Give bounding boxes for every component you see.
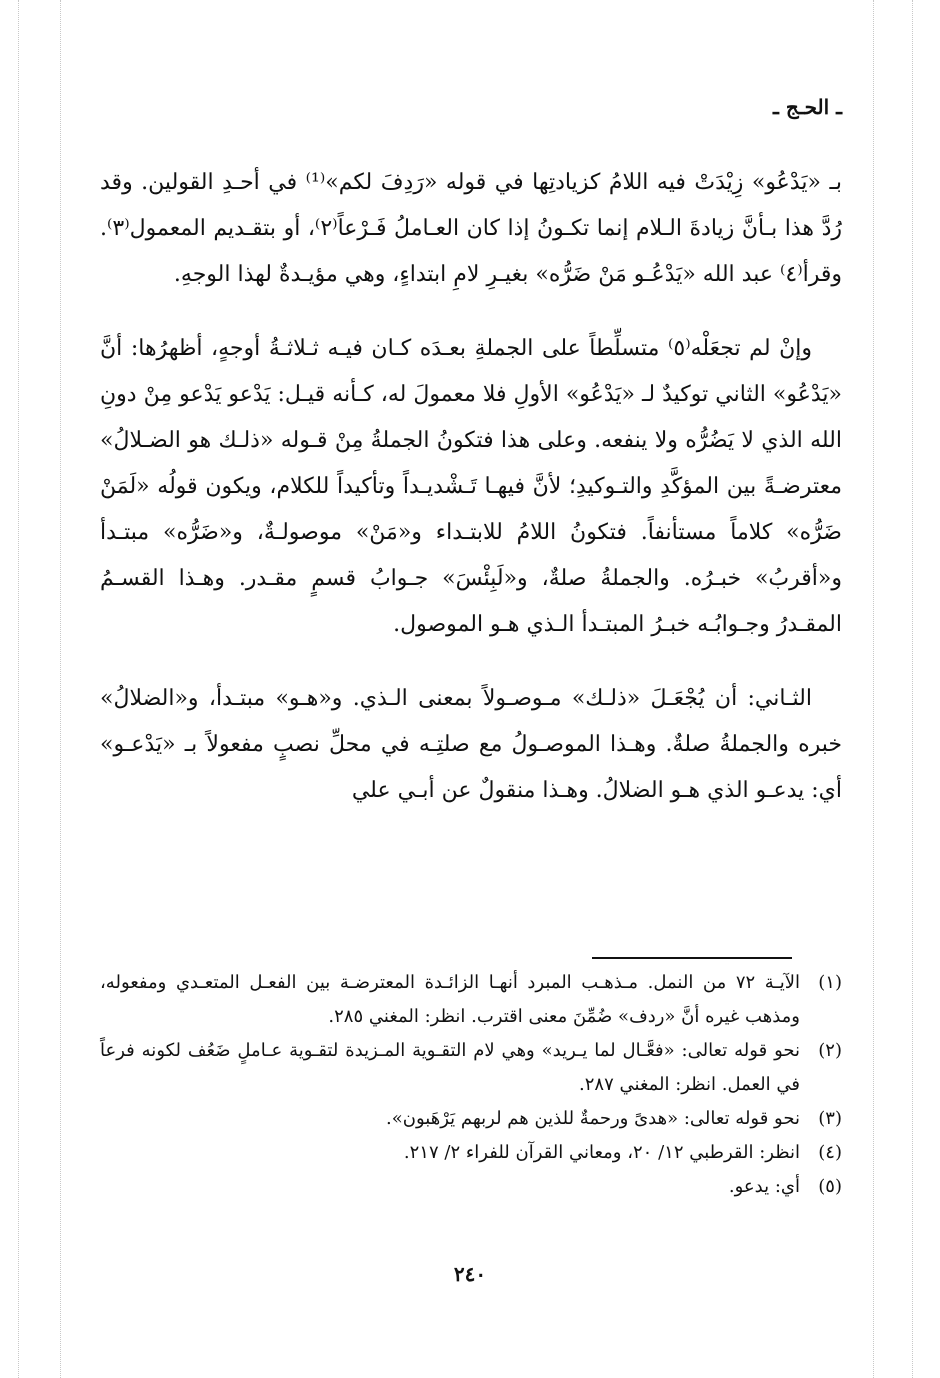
paragraph: بـ «يَدْعُو» زِيْدَتْ فيه اللامُ كزيادتِها في قوله «رَدِفَ لكم»⁽¹⁾ في أحـدِ القولين. وقد رُدَّ هذا بـأنَّ زيادةَ الـلام إنما تكـونُ إذا كان العـاملُ فَـرْعاً⁽٢⁾، أو بتقـديم المعمول⁽٣⁾. وقرأ⁽٤⁾ عبد الله «يَدْعُـو مَنْ ضَرُّه» بغيـرِ لامِ ابتداءٍ، وهي مؤيـدةٌ لهذا الوجهِ. [100,170,843,287]
footnote-number: (١) [818,972,842,993]
footnote [100,1102,842,1136]
page-number: ٢٤٠ [453,1262,487,1286]
footnote [100,966,842,1034]
footnote-number: (٥) [818,1176,842,1197]
footnote [100,1136,842,1170]
footnote-separator [592,957,792,959]
footnote-text: الآيـة ٧٢ من النمل. مـذهـب المبرد أنهـا الزائـدة المعترضـة بين الفعـل المتعـدي ومفعوله، ومذهب غيره أنَّ «ردف» ضُمِّنَ معنى اقترب. انظر: المغني ٢٨٥. [100,972,800,1027]
paragraph: وإنْ لم تجعَلْه⁽٥⁾ متسلِّطاً على الجملةِ بعـدَه كـان فيـه ثـلاثـةُ أوجهٍ، أظهرُها: أنَّ «يَدْعُو» الثاني توكيدٌ لـ «يَدْعُو» الأولِ فلا معمولَ له، كـأنه قيـل: يَدْعو يَدْعو مِنْ دونِ الله الذي لا يَضُرُّه ولا ينفعه. وعلى هذا فتكونُ الجملةُ مِنْ قـوله «ذلـك هو الضـلالُ» معترضـةً بين المؤكَّدِ والتـوكيدِ؛ لأنَّ فيهـا تَـشْديـداً وتأكيداً للكلام، ويكون قولُه «لَمَنْ ضَرُّه» كلاماً مستأنفاً. فتكونُ اللامُ للابتـداء و«مَنْ» موصولـةٌ، و«ضَرُّه» مبتـدأ و«أقربُ» خبـرُه. والجملةُ صلةٌ، و«لَبِئْسَ» جـوابُ قسمٍ مقـدر. وهـذا القسـمُ المقـدرُ وجـوابُـه خبـرُ المبتـدأ الـذي هـو الموصول. [100,336,842,637]
running-head: ـ الحـج ـ [773,95,842,119]
footnote-text: أي: يدعو. [728,1176,800,1197]
footnote-text: انظر: القرطبي ١٢/ ٢٠، ومعاني القرآن للفراء ٢/ ٢١٧. [403,1142,800,1163]
footnote-number: (٤) [818,1142,842,1163]
footnote-number: (٣) [818,1108,842,1129]
footnote [100,1170,842,1204]
footnotes [100,966,842,1204]
footnote-text: نحو قوله تعالى: «فعَّـال لما يـريد» وهي لام التقـوية المـزيدة لتقـوية عـاملٍ ضَعُف لكونه فرعاً في العمل. انظر: المغني ٢٨٧. [100,1040,800,1095]
footnote [100,1034,842,1102]
main-text [100,160,842,814]
paragraph: الثـاني: أن يُجْعَـلَ «ذلـك» مـوصـولاً بمعنى الـذي. و«هـو» مبتـدأ، و«الضلالُ» خبره والجملةُ صلةٌ. وهـذا الموصـولُ مع صلتِـه في محلِّ نصبٍ مفعولاً بـ «يَدْعـو» أي: يدعـو الذي هـو الضلالُ. وهـذا منقولٌ عن أبـي علي [100,686,842,803]
footnote-number: (٢) [818,1040,842,1061]
footnote-text: نحو قوله تعالى: «هدىً ورحمةٌ للذين هم لربهم يَرْهَبون». [386,1108,800,1129]
